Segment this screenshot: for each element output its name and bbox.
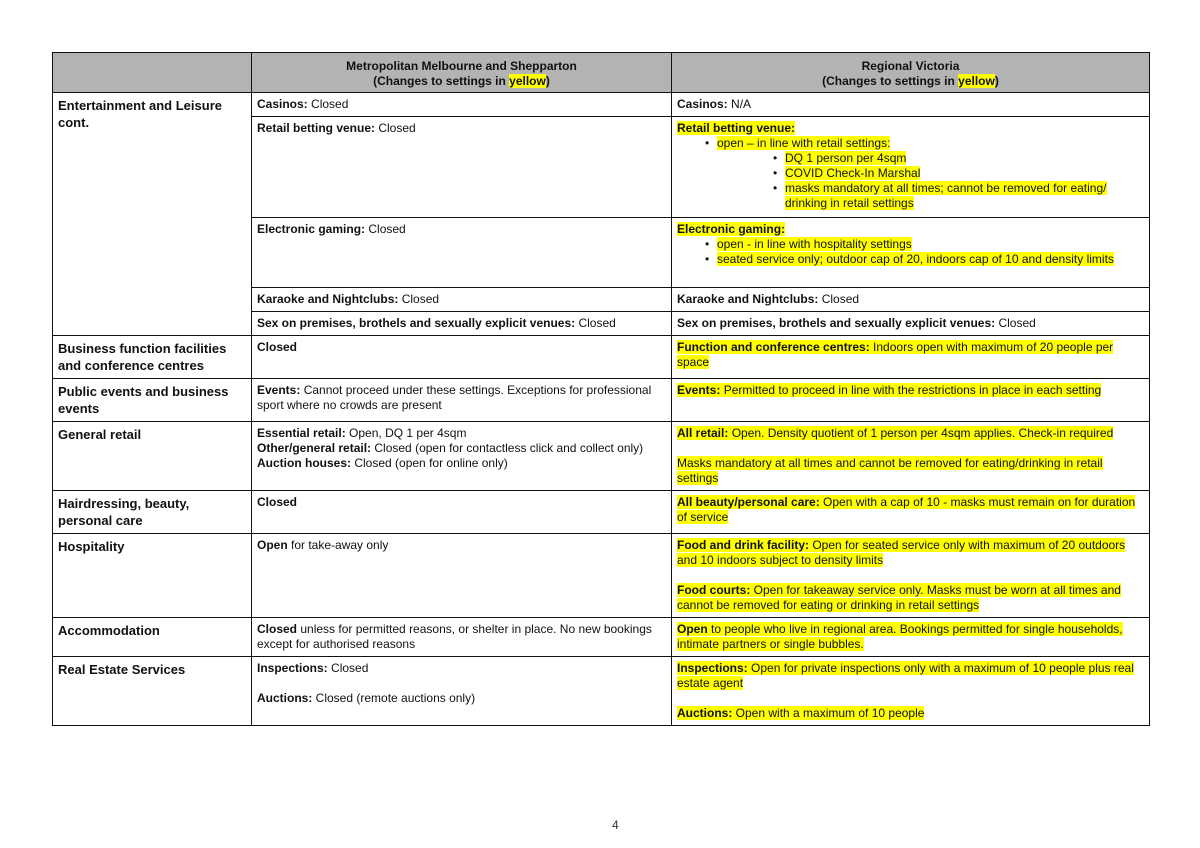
line-auctions [677, 706, 1144, 721]
cell-value: Closed [818, 292, 860, 306]
table-row [53, 93, 1150, 117]
cell-value: Closed [327, 661, 369, 675]
header-metro-cell [252, 53, 672, 93]
header-metro-title: Metropolitan Melbourne and Shepparton [346, 59, 577, 73]
cell-label: Auctions: [677, 706, 733, 720]
metro-cell [252, 422, 672, 491]
cell-label: Food courts: [677, 583, 751, 597]
cell-label: Casinos: [257, 97, 308, 111]
list-item-text: DQ 1 person per 4sqm [785, 151, 907, 165]
metro-cell [252, 491, 672, 534]
regional-cell [672, 93, 1150, 117]
cell-label: Events: [677, 383, 721, 397]
cell-value: Closed [575, 316, 616, 330]
cell-value: Open with a maximum of 10 people [732, 706, 925, 720]
cell-label: Inspections: [257, 661, 328, 675]
cell-value: Open for takeaway service only. Masks must be worn at all times and cannot be removed for eating or drinking in retail settings [677, 583, 1121, 612]
header-regional-title: Regional Victoria [861, 59, 960, 73]
cell-label: Auctions: [257, 691, 313, 705]
header-regional-note-suffix: ) [994, 74, 999, 88]
table-row [53, 657, 1150, 726]
cell-value: Closed (remote auctions only) [312, 691, 476, 705]
category-real-estate: Real Estate Services [53, 657, 252, 726]
cell-label: Events: [257, 383, 301, 397]
list-item [717, 181, 1144, 211]
regional-cell [672, 379, 1150, 422]
cell-value: Closed [398, 292, 440, 306]
table-row [53, 618, 1150, 657]
line-food-courts [677, 583, 1144, 613]
cell-value: Indoors open with maximum of 20 people per space [677, 340, 1114, 369]
header-category-cell [53, 53, 252, 93]
metro-cell [252, 534, 672, 618]
cell-label: Inspections: [677, 661, 748, 675]
cell-value: Closed [995, 316, 1036, 330]
cell-value: Closed [375, 121, 416, 135]
cell-value: unless for permitted reasons, or shelter in place. No new bookings except for authorised reasons [257, 622, 652, 651]
regional-cell [672, 312, 1150, 336]
cell-label: Essential retail: [257, 426, 346, 440]
regional-cell [672, 336, 1150, 379]
header-metro-note [256, 74, 667, 89]
header-metro-note-yellow: yellow [509, 74, 546, 88]
list-item [717, 151, 1144, 166]
regional-cell [672, 491, 1150, 534]
table-row [53, 379, 1150, 422]
cell-label: Sex on premises, brothels and sexually explicit venues: [677, 316, 996, 330]
list-item-text: COVID Check-In Marshal [785, 166, 921, 180]
cell-value: Open for private inspections only with a maximum of 10 people plus real estate agent [677, 661, 1134, 690]
cell-value: Open. Density quotient of 1 person per 4sqm applies. Check-in required [728, 426, 1114, 440]
header-metro-note-prefix: (Changes to settings in [373, 74, 510, 88]
regional-cell [672, 288, 1150, 312]
list-item [677, 136, 1144, 211]
line-food-drink [677, 538, 1144, 568]
regional-cell [672, 657, 1150, 726]
table-row [53, 336, 1150, 379]
cell-label: Closed [257, 495, 298, 509]
cell-value: Open with a cap of 10 - masks must remain on for duration of service [677, 495, 1136, 524]
list-item-text: masks mandatory at all times; cannot be removed for eating/ drinking in retail settings [785, 181, 1107, 210]
cell-label: Auction houses: [257, 456, 352, 470]
metro-cell [252, 218, 672, 288]
list-item [717, 166, 1144, 181]
metro-cell [252, 312, 672, 336]
cell-label: Karaoke and Nightclubs: [257, 292, 399, 306]
cell-label: Retail betting venue: [677, 121, 796, 135]
header-regional-note [676, 74, 1145, 89]
cell-label: Closed [257, 340, 298, 354]
metro-cell [252, 618, 672, 657]
regional-cell [672, 422, 1150, 491]
category-accommodation: Accommodation [53, 618, 252, 657]
list-item-text: open – in line with retail settings: [717, 136, 891, 150]
header-regional-cell [672, 53, 1150, 93]
header-regional-note-prefix: (Changes to settings in [822, 74, 959, 88]
cell-label: Karaoke and Nightclubs: [677, 292, 819, 306]
metro-cell [252, 93, 672, 117]
line-auctions [257, 691, 666, 706]
metro-cell [252, 657, 672, 726]
list-item-text: seated service only; outdoor cap of 20, indoors cap of 10 and density limits [717, 252, 1114, 266]
table-row [53, 491, 1150, 534]
regional-cell [672, 218, 1150, 288]
cell-value: to people who live in regional area. Bookings permitted for single households, intimate partners or single bubbles. [677, 622, 1123, 651]
line-masks-retail [677, 456, 1144, 486]
line-all-retail [677, 426, 1144, 441]
header-row [53, 53, 1150, 93]
bullet-list [677, 136, 1144, 211]
line-essential-retail [257, 426, 666, 441]
category-general-retail: General retail [53, 422, 252, 491]
cell-value: Open for seated service only with maximum of 20 outdoors and 10 indoors subject to density limits [677, 538, 1126, 567]
regional-cell [672, 618, 1150, 657]
category-hairdressing: Hairdressing, beauty, personal care [53, 491, 252, 534]
cell-label: Other/general retail: [257, 441, 372, 455]
metro-cell [252, 336, 672, 379]
cell-label: Electronic gaming: [257, 222, 366, 236]
list-item [677, 252, 1144, 267]
cell-value: Permitted to proceed in line with the restrictions in place in each setting [720, 383, 1102, 397]
header-regional-note-yellow: yellow [958, 74, 995, 88]
sub-bullet-list [717, 151, 1144, 211]
cell-label: All retail: [677, 426, 729, 440]
list-item-text: open - in line with hospitality settings [717, 237, 912, 251]
category-hospitality: Hospitality [53, 534, 252, 618]
cell-value: Closed [307, 97, 349, 111]
category-public-events: Public events and business events [53, 379, 252, 422]
cell-value: Closed (open for online only) [351, 456, 508, 470]
line-auction-houses [257, 456, 666, 471]
cell-value: Closed [365, 222, 406, 236]
table-row [53, 534, 1150, 618]
cell-label: Retail betting venue: [257, 121, 376, 135]
metro-cell [252, 117, 672, 218]
page-number: 4 [612, 818, 619, 832]
cell-label: Function and conference centres: [677, 340, 870, 354]
line-inspections [677, 661, 1144, 691]
cell-label: Electronic gaming: [677, 222, 786, 236]
cell-label: Sex on premises, brothels and sexually explicit venues: [257, 316, 576, 330]
cell-value: Open, DQ 1 per 4sqm [345, 426, 467, 440]
metro-cell [252, 288, 672, 312]
restrictions-table [52, 52, 1150, 726]
cell-value: Masks mandatory at all times and cannot be removed for eating/drinking in retail settings [677, 456, 1103, 485]
category-business-function: Business function facilities and conference centres [53, 336, 252, 379]
cell-value: N/A [727, 97, 752, 111]
cell-label: Open [677, 622, 708, 636]
metro-cell [252, 379, 672, 422]
cell-value: Closed (open for contactless click and collect only) [371, 441, 644, 455]
cell-label: All beauty/personal care: [677, 495, 820, 509]
line-other-retail [257, 441, 666, 456]
cell-label: Casinos: [677, 97, 728, 111]
cell-label: Open [257, 538, 288, 552]
cell-label: Closed [257, 622, 298, 636]
regional-cell [672, 534, 1150, 618]
line-inspections [257, 661, 666, 676]
list-item [677, 237, 1144, 252]
cell-value: Cannot proceed under these settings. Exceptions for professional sport where no crowds are present [257, 383, 652, 412]
cell-value: for take-away only [287, 538, 389, 552]
regional-cell [672, 117, 1150, 218]
table-row [53, 422, 1150, 491]
bullet-list [677, 237, 1144, 267]
category-entertainment: Entertainment and Leisure cont. [53, 93, 252, 336]
header-metro-note-suffix: ) [545, 74, 550, 88]
cell-label: Food and drink facility: [677, 538, 810, 552]
